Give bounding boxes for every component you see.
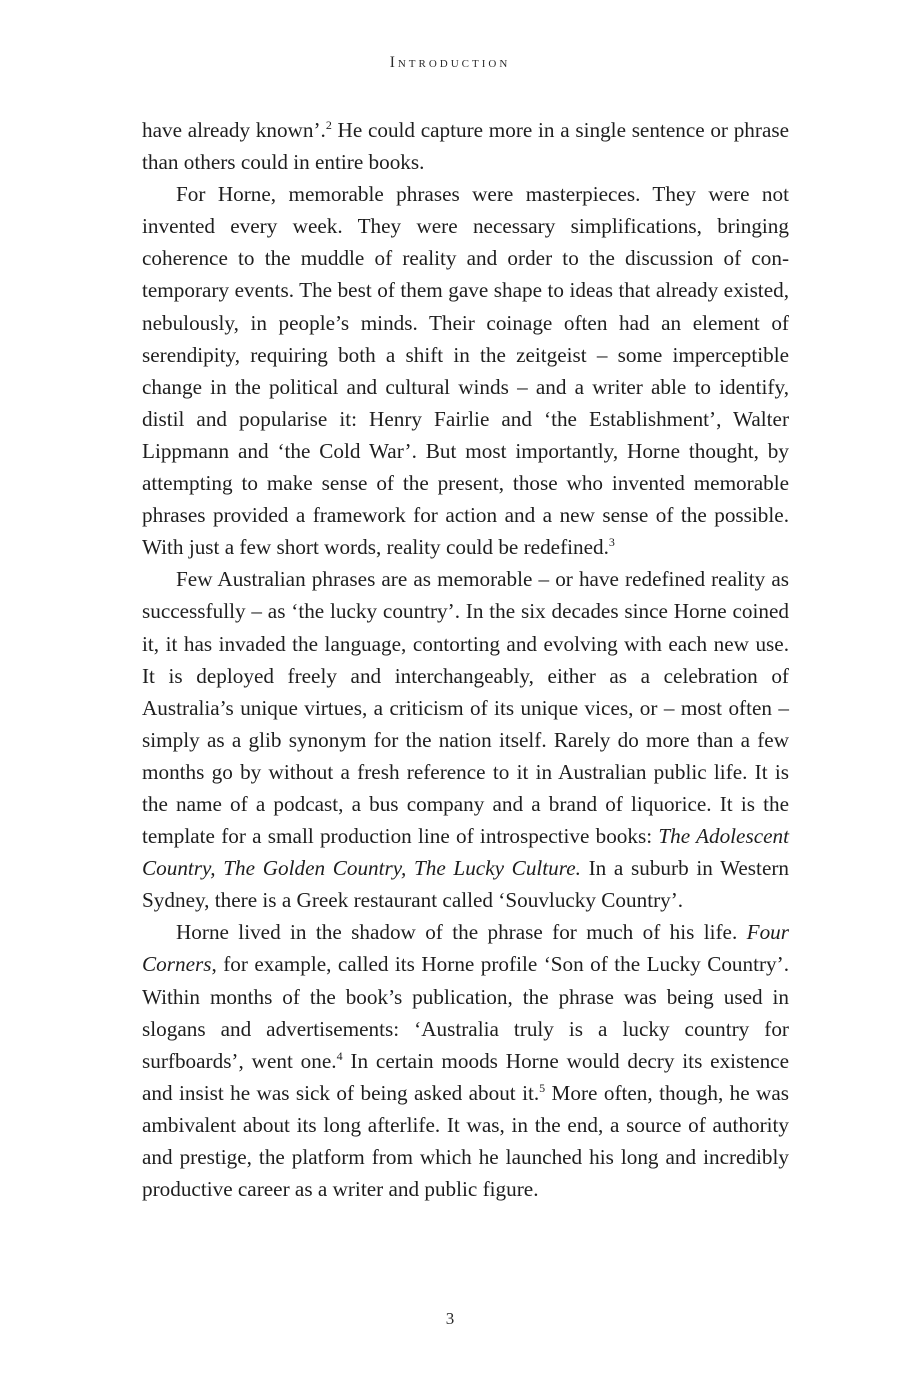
footnote-ref: 2 [325, 118, 332, 132]
page-number: 3 [445, 1309, 455, 1328]
italic-title: The Adolescent Country, The Golden Country, The Lucky Culture. [142, 824, 789, 881]
paragraph-text: For Horne, memorable phrases were masterpieces. They were not invented every week. They were necessary simplifications, bringing coherence to the muddle of reality and order to the discussion of contemporary events. The best of them gave shape to ideas that already existed, nebulously, in people’s minds. Their coinage often had an element of serendipity, requiring both a shift in the zeitgeist – some imperceptible change in the political and cultural winds – and a writer able to identify, distil and popularise it: Henry Fairlie and ‘the Establishment’, Walter Lippmann and ‘the Cold War’. But most importantly, Horne thought, by attempting to make sense of the present, those who invented memorable phrases provided a framework for action and a new sense of the possible. With just a few short words, reality could be redefined. [142, 182, 789, 560]
paragraph-2 [142, 178, 789, 563]
paragraph-1 [142, 114, 789, 178]
footnote-ref: 5 [539, 1080, 546, 1095]
paragraph-text: , for example, called its Horne profile ‘Son of the Lucky Country’. Within months of the book’s publication, the phrase was being used in slogans and advertisements: ‘Australia truly is a lucky country for surfboards’, went one. [142, 952, 789, 1073]
body-text [142, 114, 789, 1205]
paragraph-text: Few Australian phrases are as memorable – or have redefined reality as successfully – as ‘the lucky country’. In the six decades since Horne coined it, it has invaded the language, contorting and evolving with each new use. It is deployed freely and interchangeably, either as a celebration of Australia’s unique virtues, a criticism of its unique vices, or – most often – simply as a glib synonym for the nation itself. Rarely do more than a few months go by without a fresh reference to it in Australian public life. It is the name of a podcast, a bus company and a brand of liquorice. It is the template for a small production line of introspective books: [142, 567, 789, 849]
paragraph-text: Horne lived in the shadow of the phrase for much of his life. [176, 920, 747, 945]
paragraph-3 [142, 563, 789, 916]
paragraph-text: In certain moods Horne would decry its existence and insist he was sick of being asked about it. [142, 1048, 789, 1105]
paragraph-text: have already known’. [142, 118, 326, 142]
paragraph-text: He could capture more in a single sentence or phrase than others could in entire books. [142, 118, 790, 175]
paragraph-text: More often, though, he was ambivalent about its long afterlife. It was, in the end, a source of authority and prestige, the platform from which he launched his long and incredibly productive career as a writer and public figure. [142, 1080, 789, 1202]
footnote-ref: 3 [608, 535, 615, 550]
footnote-ref: 4 [336, 1048, 343, 1063]
paragraph-text: In a suburb in Western Sydney, there is a Greek restaurant called ‘Souvlucky Country’. [142, 856, 789, 913]
paragraph-4 [142, 916, 789, 1205]
running-head: Introduction [389, 54, 511, 71]
italic-title: Four Corners [142, 920, 789, 977]
